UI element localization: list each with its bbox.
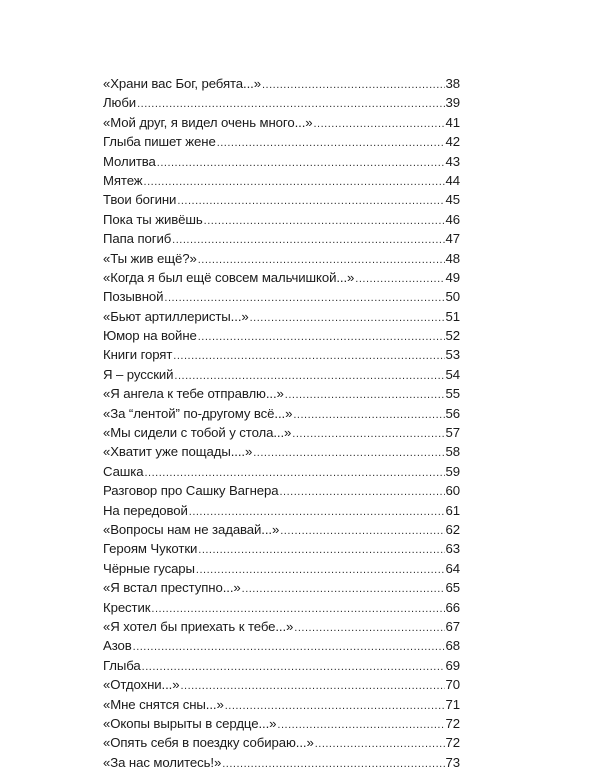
toc-entry-page: 56 [445, 405, 460, 421]
toc-entry-page: 53 [445, 347, 460, 363]
toc-entry-title: «Вопросы нам не задавай...» [103, 521, 280, 537]
toc-entry-page: 68 [445, 638, 460, 654]
toc-entry-page: 47 [445, 231, 460, 247]
toc-entry-title: Мятеж [103, 172, 143, 188]
toc-entry-title: Люби [103, 95, 137, 111]
toc-entry-title: Твои богини [103, 192, 177, 208]
toc-entry-title: «Бьют артиллеристы...» [103, 308, 249, 324]
toc-entry [103, 598, 460, 617]
dot-leader [355, 270, 444, 289]
toc-entry-title: Азов [103, 638, 132, 654]
toc-entry-page: 52 [445, 328, 460, 344]
toc-entry-page: 61 [445, 502, 460, 518]
toc-entry [103, 404, 460, 423]
toc-entry [103, 675, 460, 694]
dot-leader [173, 347, 444, 366]
toc-entry-title: На передовой [103, 502, 188, 518]
toc-entry-title: «Отдохни...» [103, 677, 180, 693]
toc-entry-title: «Мой друг, я видел очень много...» [103, 114, 313, 130]
dot-leader [292, 425, 444, 444]
dot-leader [198, 328, 445, 347]
table-of-contents [103, 74, 460, 772]
toc-entry-title: «Ты жив ещё?» [103, 250, 197, 266]
dot-leader [144, 173, 445, 192]
toc-entry-title: «Хватит уже пощады....» [103, 444, 253, 460]
dot-leader [253, 444, 444, 463]
toc-entry [103, 229, 460, 248]
toc-entry-page: 60 [445, 483, 460, 499]
toc-entry-title: Юмор на войне [103, 328, 197, 344]
toc-entry [103, 462, 460, 481]
toc-entry-page: 62 [445, 521, 460, 537]
toc-entry-page: 72 [445, 735, 460, 751]
toc-entry [103, 617, 460, 636]
toc-entry [103, 113, 460, 132]
dot-leader [250, 309, 445, 328]
toc-entry-title: «Мне снятся сны...» [103, 696, 224, 712]
toc-entry-page: 70 [445, 677, 460, 693]
toc-entry-title: Глыба пишет жене [103, 134, 216, 150]
toc-entry [103, 578, 460, 597]
toc-entry [103, 152, 460, 171]
toc-entry-page: 66 [445, 599, 460, 615]
toc-entry [103, 345, 460, 364]
toc-entry-page: 46 [445, 211, 460, 227]
toc-entry-page: 67 [445, 618, 460, 634]
toc-entry [103, 539, 460, 558]
toc-entry-title: Книги горят [103, 347, 173, 363]
toc-entry [103, 559, 460, 578]
toc-entry-page: 42 [445, 134, 460, 150]
toc-entry-title: «Храни вас Бог, ребята...» [103, 76, 261, 91]
toc-entry-title: «Опять себя в поездку собираю...» [103, 735, 314, 751]
dot-leader [133, 638, 445, 657]
toc-entry-page: 41 [445, 114, 460, 130]
toc-entry-title: «Окопы вырыты в сердце...» [103, 715, 277, 731]
toc-entry-page: 39 [445, 95, 460, 111]
toc-entry [103, 132, 460, 151]
dot-leader [262, 76, 445, 95]
toc-entry-title: Чёрные гусары [103, 560, 195, 576]
toc-entry [103, 501, 460, 520]
toc-entry [103, 384, 460, 403]
dot-leader [172, 231, 444, 250]
toc-entry-page: 57 [445, 425, 460, 441]
toc-entry-title: «Когда я был ещё совсем мальчишкой...» [103, 269, 355, 285]
toc-entry-title: Крестик [103, 599, 151, 615]
dot-leader [217, 134, 445, 153]
toc-entry-page: 43 [445, 153, 460, 169]
toc-entry-page: 48 [445, 250, 460, 266]
dot-leader [204, 212, 445, 231]
toc-entry [103, 268, 460, 287]
toc-entry-page: 38 [445, 76, 460, 91]
toc-entry-page: 54 [445, 366, 460, 382]
toc-entry-page: 58 [445, 444, 460, 460]
toc-entry-title: Позывной [103, 289, 164, 305]
dot-leader [222, 755, 444, 774]
toc-entry [103, 442, 460, 461]
toc-entry [103, 753, 460, 772]
toc-entry [103, 481, 460, 500]
toc-entry [103, 520, 460, 539]
toc-entry [103, 423, 460, 442]
toc-entry [103, 249, 460, 268]
toc-entry-page: 55 [445, 386, 460, 402]
toc-entry [103, 714, 460, 733]
toc-entry-title: «Я встал преступно...» [103, 580, 241, 596]
toc-entry-page: 51 [445, 308, 460, 324]
toc-entry [103, 307, 460, 326]
toc-entry [103, 171, 460, 190]
dot-leader [315, 735, 445, 754]
dot-leader [314, 115, 445, 134]
dot-leader [293, 406, 444, 425]
dot-leader [280, 522, 444, 541]
dot-leader [177, 192, 444, 211]
dot-leader [198, 541, 444, 560]
dot-leader [142, 658, 445, 677]
toc-entry-page: 63 [445, 541, 460, 557]
toc-entry-title: Глыба [103, 657, 141, 673]
toc-entry-title: Молитва [103, 153, 156, 169]
toc-entry-page: 50 [445, 289, 460, 305]
toc-entry-page: 45 [445, 192, 460, 208]
dot-leader [157, 154, 445, 173]
toc-entry-title: «За нас молитесь!» [103, 754, 222, 770]
toc-entry-title: Героям Чукотки [103, 541, 198, 557]
toc-entry-title: «Мы сидели с тобой у стола...» [103, 425, 292, 441]
toc-entry [103, 326, 460, 345]
toc-entry-page: 64 [445, 560, 460, 576]
dot-leader [280, 483, 445, 502]
toc-entry-title: Я – русский [103, 366, 174, 382]
toc-entry-page: 49 [445, 269, 460, 285]
dot-leader [294, 619, 444, 638]
toc-entry-title: Сашка [103, 463, 144, 479]
toc-entry-page: 65 [445, 580, 460, 596]
toc-entry-page: 72 [445, 715, 460, 731]
toc-entry [103, 93, 460, 112]
toc-entry-page: 71 [445, 696, 460, 712]
toc-entry [103, 74, 460, 93]
dot-leader [242, 580, 445, 599]
toc-entry [103, 656, 460, 675]
toc-entry-title: Разговор про Сашку Вагнера [103, 483, 279, 499]
toc-entry [103, 287, 460, 306]
toc-entry [103, 695, 460, 714]
toc-entry-page: 69 [445, 657, 460, 673]
toc-entry-title: «За “лентой” по-другому всё...» [103, 405, 293, 421]
toc-entry-page: 44 [445, 172, 460, 188]
toc-entry [103, 190, 460, 209]
toc-entry [103, 636, 460, 655]
toc-entry-title: «Я хотел бы приехать к тебе...» [103, 618, 294, 634]
toc-entry-title: Пока ты живёшь [103, 211, 203, 227]
toc-entry [103, 365, 460, 384]
toc-entry-page: 73 [445, 754, 460, 770]
dot-leader [285, 386, 445, 405]
toc-entry-page: 59 [445, 463, 460, 479]
toc-entry-title: Папа погиб [103, 231, 172, 247]
toc-entry-title: «Я ангела к тебе отправлю...» [103, 386, 284, 402]
toc-entry [103, 210, 460, 229]
